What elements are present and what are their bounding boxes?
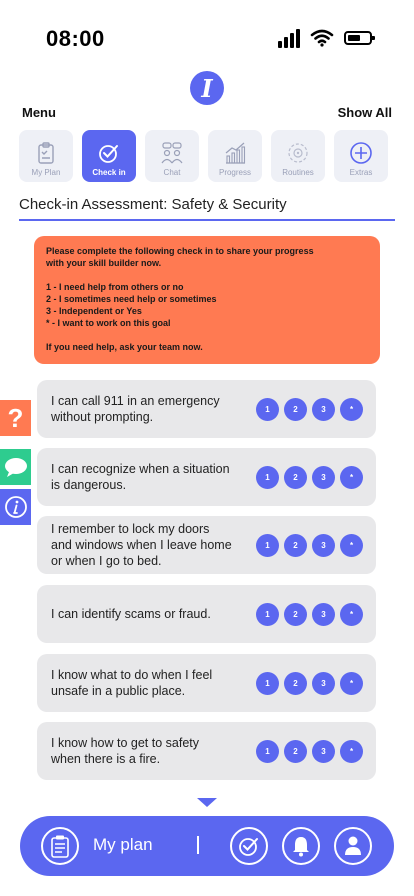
- app-logo-letter: I: [201, 73, 213, 103]
- rating-button-star[interactable]: *: [340, 740, 363, 763]
- status-bar: [0, 0, 414, 70]
- rating-button-3[interactable]: 3: [312, 603, 335, 626]
- rating-button-star[interactable]: *: [340, 466, 363, 489]
- notifications-nav-button[interactable]: [282, 827, 320, 865]
- chat-people-icon: [160, 141, 184, 165]
- scale-item-2: 2 - I sometimes need help or sometimes: [46, 294, 217, 304]
- rating-button-1[interactable]: 1: [256, 466, 279, 489]
- scale-item-1: 1 - I need help from others or no: [46, 282, 184, 292]
- rating-button-1[interactable]: 1: [256, 672, 279, 695]
- check-circle-icon: [97, 141, 121, 165]
- question-text: I can recognize when a situation is dangerous.: [51, 462, 230, 492]
- question-card: [37, 516, 376, 574]
- clipboard-icon: [50, 834, 70, 858]
- question-card: [37, 722, 376, 780]
- question-text: I remember to lock my doors and windows when I leave home or when I go to bed.: [51, 522, 232, 568]
- rating-button-2[interactable]: 2: [284, 672, 307, 695]
- scale-item-3: 3 - Independent or Yes: [46, 306, 142, 316]
- question-card: [37, 585, 376, 643]
- rating-buttons: [256, 740, 363, 763]
- menu-heading: Menu: [22, 105, 56, 120]
- my-plan-nav-button[interactable]: [41, 827, 79, 865]
- rating-button-3[interactable]: 3: [312, 466, 335, 489]
- app-logo[interactable]: [190, 71, 224, 105]
- menu-item-label: Progress: [218, 168, 251, 177]
- rating-button-3[interactable]: 3: [312, 398, 335, 421]
- clipboard-icon: [34, 141, 58, 165]
- chat-bubble-icon: [4, 457, 28, 477]
- menu-item-routines[interactable]: [271, 130, 325, 182]
- chat-side-tab[interactable]: [0, 449, 31, 485]
- rating-button-3[interactable]: 3: [312, 534, 335, 557]
- question-text: I know how to get to safety when there is a fire.: [51, 736, 199, 766]
- menu-item-my-plan[interactable]: [19, 130, 73, 182]
- rating-button-3[interactable]: 3: [312, 740, 335, 763]
- question-mark-icon: ?: [7, 402, 24, 433]
- info-side-tab[interactable]: [0, 489, 31, 525]
- nav-divider: [197, 836, 199, 854]
- rating-buttons: [256, 672, 363, 695]
- menu-row: [19, 130, 388, 182]
- question-card: [37, 448, 376, 506]
- status-icons: [278, 28, 372, 48]
- cellular-signal-icon: [278, 28, 300, 48]
- menu-item-chat[interactable]: [145, 130, 199, 182]
- profile-nav-button[interactable]: [334, 827, 372, 865]
- check-circle-icon: [237, 834, 261, 858]
- menu-item-label: Chat: [163, 168, 181, 177]
- status-time: 08:00: [46, 26, 105, 51]
- menu-item-progress[interactable]: [208, 130, 262, 182]
- rating-buttons: [256, 398, 363, 421]
- rating-button-3[interactable]: 3: [312, 672, 335, 695]
- rating-button-1[interactable]: 1: [256, 534, 279, 557]
- question-text: I can call 911 in an emergency without prompting.: [51, 394, 220, 424]
- my-plan-label[interactable]: My plan: [93, 835, 153, 854]
- question-text: I know what to do when I feel unsafe in a public place.: [51, 668, 213, 698]
- plus-circle-icon: [349, 141, 373, 165]
- rating-button-1[interactable]: 1: [256, 603, 279, 626]
- menu-item-label: My Plan: [31, 168, 61, 177]
- menu-item-label: Check in: [92, 168, 126, 177]
- rating-button-2[interactable]: 2: [284, 466, 307, 489]
- instructions-intro-line: Please complete the following check in to share your progress: [46, 246, 314, 256]
- rating-button-star[interactable]: *: [340, 672, 363, 695]
- question-card: [37, 654, 376, 712]
- rating-button-star[interactable]: *: [340, 603, 363, 626]
- show-all-link[interactable]: Show All: [337, 105, 392, 120]
- page-title: Check-in Assessment: Safety & Security: [19, 196, 287, 213]
- help-note: If you need help, ask your team now.: [46, 342, 203, 352]
- rating-button-2[interactable]: 2: [284, 534, 307, 557]
- rating-button-2[interactable]: 2: [284, 740, 307, 763]
- info-icon: [4, 495, 28, 519]
- question-text: I can identify scams or fraud.: [51, 607, 211, 621]
- routine-gear-icon: [286, 141, 310, 165]
- rating-button-2[interactable]: 2: [284, 603, 307, 626]
- bell-icon: [291, 835, 311, 857]
- check-in-nav-button[interactable]: [230, 827, 268, 865]
- rating-button-1[interactable]: 1: [256, 398, 279, 421]
- rating-buttons: [256, 534, 363, 557]
- rating-button-star[interactable]: *: [340, 398, 363, 421]
- menu-item-check-in[interactable]: [82, 130, 136, 182]
- bar-chart-icon: [223, 141, 247, 165]
- menu-item-label: Extras: [349, 168, 373, 177]
- rating-buttons: [256, 466, 363, 489]
- battery-icon: [344, 31, 372, 45]
- instructions-panel: [34, 236, 380, 364]
- menu-item-label: Routines: [282, 168, 314, 177]
- rating-button-1[interactable]: 1: [256, 740, 279, 763]
- scroll-down-arrow-icon[interactable]: [197, 798, 217, 807]
- wifi-icon: [310, 29, 334, 47]
- title-divider: [19, 219, 395, 221]
- rating-buttons: [256, 603, 363, 626]
- menu-item-extras[interactable]: [334, 130, 388, 182]
- user-icon: [343, 835, 363, 857]
- scale-item-star: * - I want to work on this goal: [46, 318, 171, 328]
- rating-button-star[interactable]: *: [340, 534, 363, 557]
- question-card: [37, 380, 376, 438]
- instructions-intro-line: with your skill builder now.: [46, 258, 162, 268]
- help-side-tab[interactable]: [0, 400, 31, 436]
- bottom-nav-bar: [20, 816, 394, 876]
- rating-button-2[interactable]: 2: [284, 398, 307, 421]
